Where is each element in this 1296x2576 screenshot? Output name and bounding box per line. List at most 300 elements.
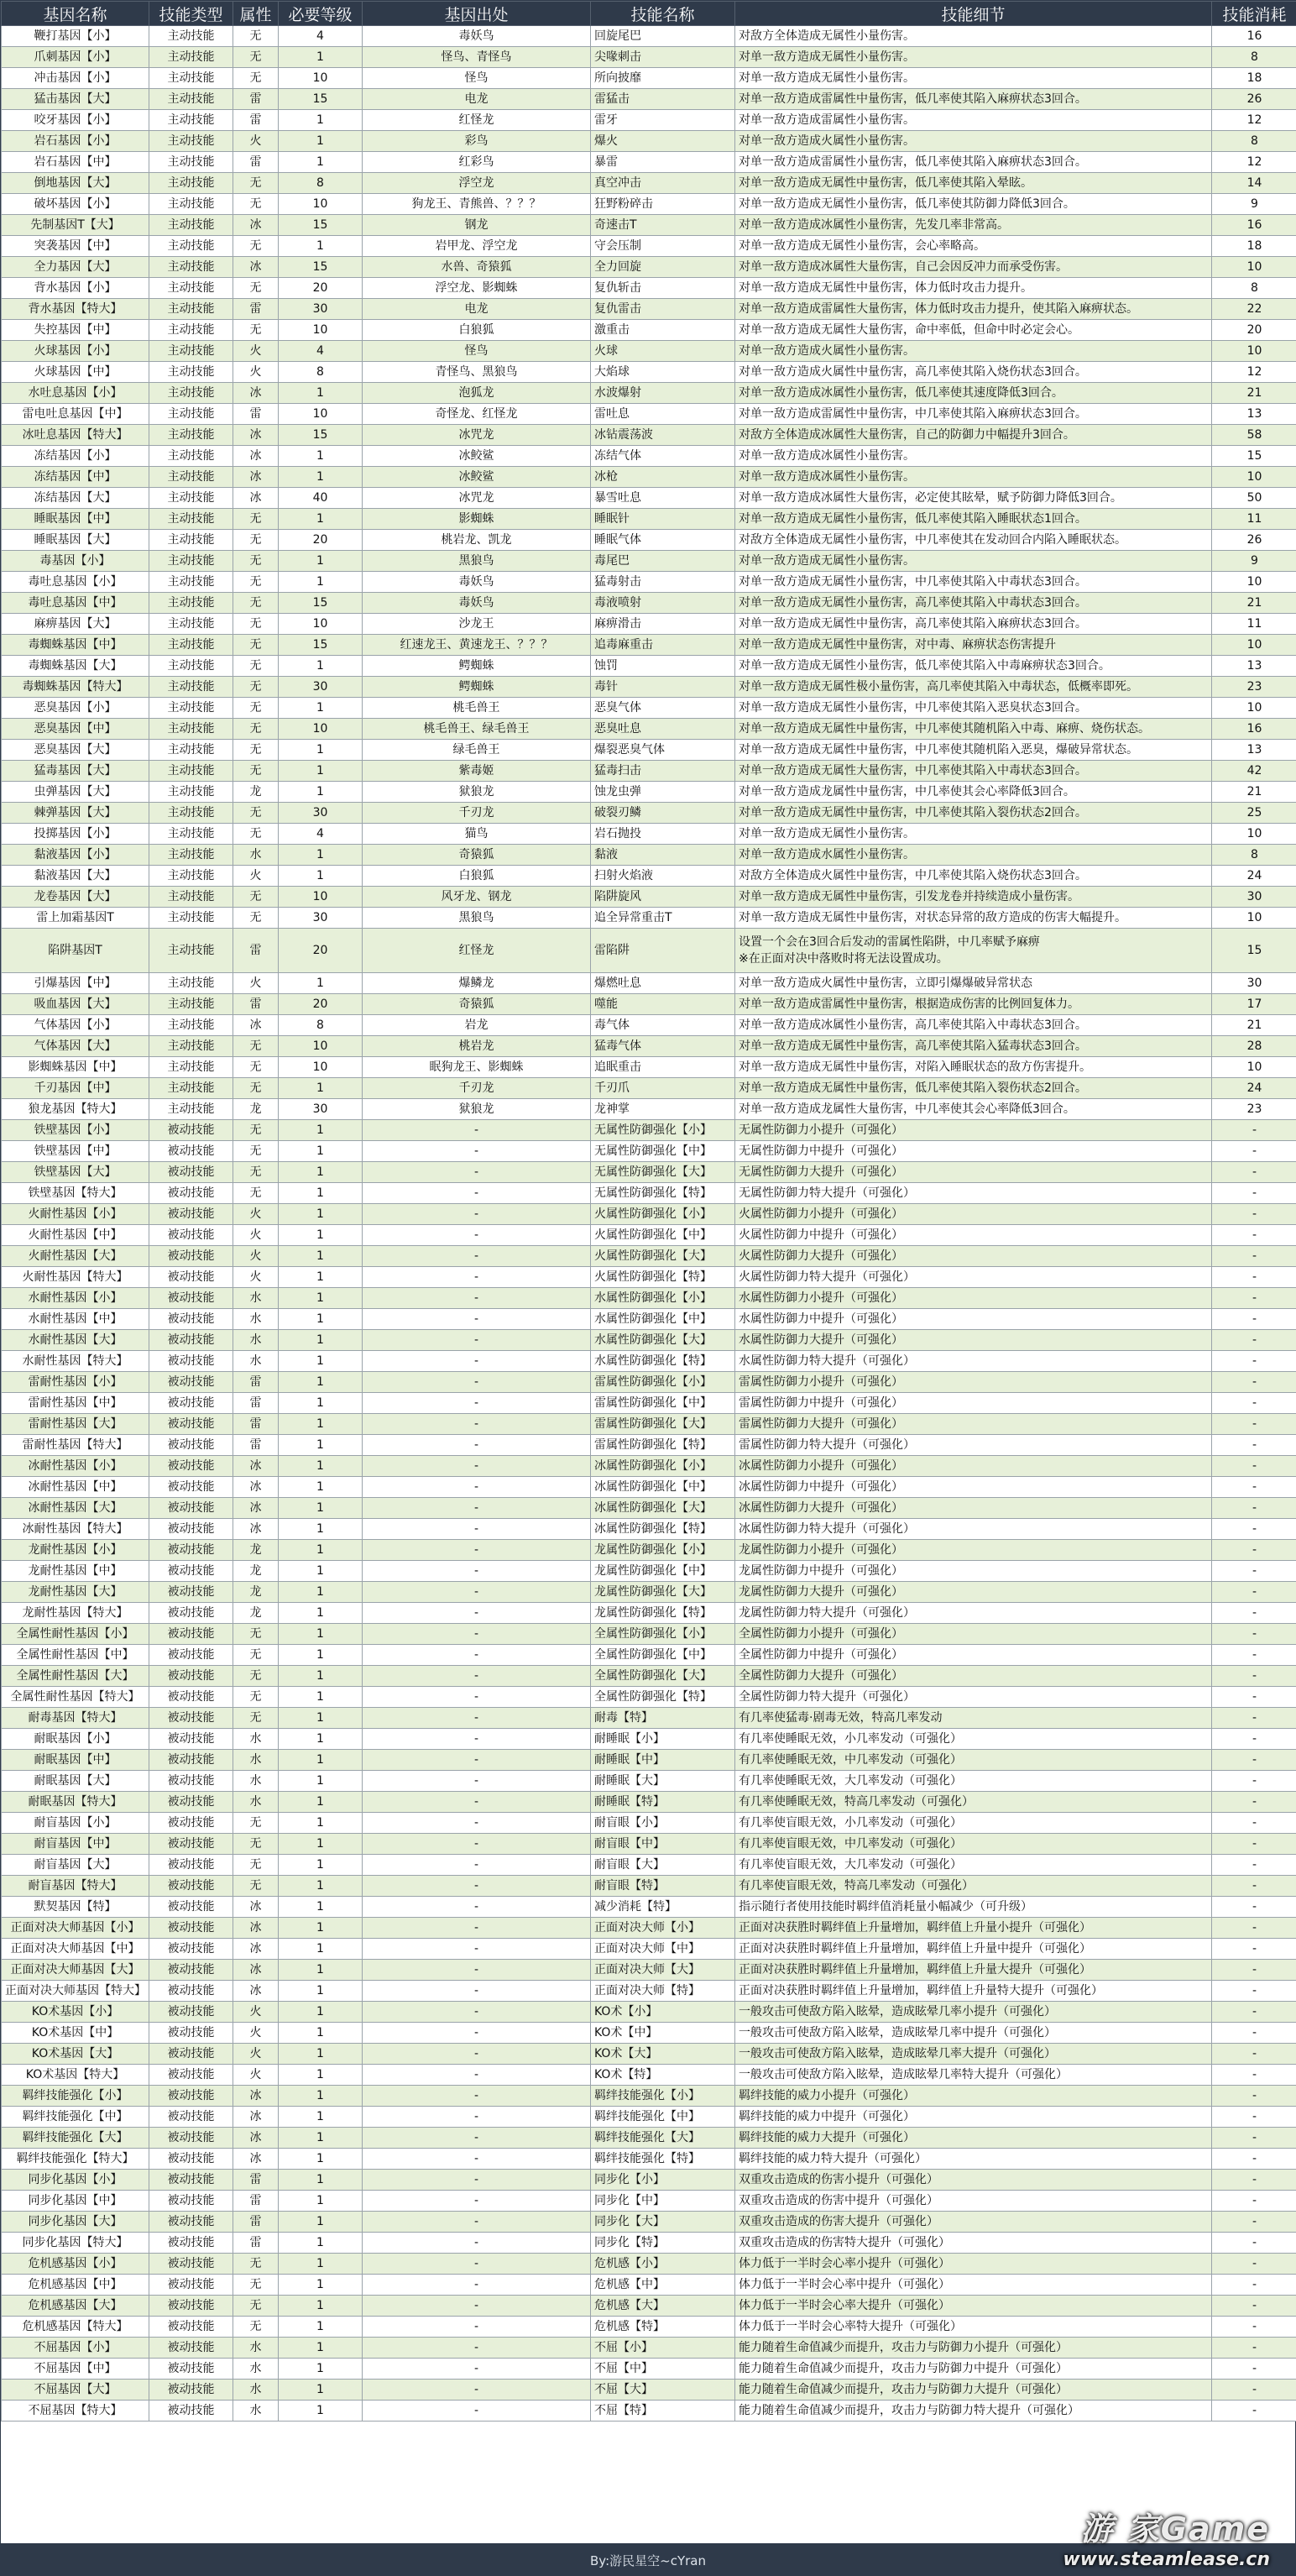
skill-cost-cell: -	[1212, 1204, 1296, 1225]
gene-name-cell: 耐盲基因【大】	[2, 1855, 149, 1876]
gene-name-cell: 耐盲基因【特大】	[2, 1876, 149, 1897]
gene-source-cell: -	[363, 2401, 591, 2422]
skill-type-cell: 主动技能	[149, 173, 233, 194]
gene-source-cell: 怪鸟	[363, 341, 591, 362]
skill-detail-cell: 有几率使盲眼无效，特高几率发动（可强化）	[735, 1876, 1212, 1897]
table-row	[2, 698, 1296, 719]
skill-type-cell: 被动技能	[149, 1309, 233, 1330]
table-row	[2, 383, 1296, 404]
skill-type-cell: 主动技能	[149, 845, 233, 866]
gene-name-cell: 火耐性基因【大】	[2, 1246, 149, 1267]
skill-type-cell: 主动技能	[149, 740, 233, 761]
required-level-cell: 1	[279, 866, 363, 887]
skill-cost-cell: -	[1212, 2128, 1296, 2149]
skill-cost-cell: -	[1212, 2044, 1296, 2065]
gene-name-cell: 正面对决大师基因【大】	[2, 1960, 149, 1981]
skill-type-cell: 主动技能	[149, 551, 233, 572]
gene-source-cell: -	[363, 1750, 591, 1771]
skill-type-cell: 被动技能	[149, 1771, 233, 1792]
skill-cost-cell: 15	[1212, 446, 1296, 467]
skill-cost-cell: 21	[1212, 593, 1296, 614]
skill-name-cell: 大焰球	[591, 362, 735, 383]
required-level-cell: 1	[279, 761, 363, 782]
table-row	[2, 1498, 1296, 1519]
skill-detail-cell: 有几率使盲眼无效，中几率发动（可强化）	[735, 1834, 1212, 1855]
gene-name-cell: 羁绊技能强化【中】	[2, 2107, 149, 2128]
skill-type-cell: 被动技能	[149, 1540, 233, 1561]
skill-name-cell: 复仇雷击	[591, 299, 735, 320]
skill-cost-cell: 12	[1212, 362, 1296, 383]
required-level-cell: 1	[279, 2191, 363, 2212]
skill-type-cell: 被动技能	[149, 1750, 233, 1771]
table-row	[2, 572, 1296, 593]
skill-detail-cell: 对单一敌方造成冰属性小量伤害。	[735, 467, 1212, 488]
required-level-cell: 1	[279, 467, 363, 488]
attribute-cell: 火	[233, 362, 279, 383]
skill-type-cell: 被动技能	[149, 2065, 233, 2086]
table-row	[2, 2023, 1296, 2044]
gene-name-cell: 耐眠基因【小】	[2, 1729, 149, 1750]
table-row	[2, 1162, 1296, 1183]
required-level-cell: 1	[279, 1120, 363, 1141]
skill-cost-cell: -	[1212, 1120, 1296, 1141]
skill-cost-cell: 13	[1212, 656, 1296, 677]
table-row	[2, 68, 1296, 89]
gene-source-cell: 红怪龙	[363, 929, 591, 973]
gene-name-cell: 黏液基因【大】	[2, 866, 149, 887]
gene-source-cell: -	[363, 1498, 591, 1519]
gene-name-cell: 不屈基因【大】	[2, 2380, 149, 2401]
skill-type-cell: 被动技能	[149, 1330, 233, 1351]
gene-name-cell: 棘弹基因【大】	[2, 803, 149, 824]
required-level-cell: 1	[279, 740, 363, 761]
table-row	[2, 320, 1296, 341]
skill-detail-cell: 对单一敌方造成无属性中量伤害，低几率使其陷入晕眩。	[735, 173, 1212, 194]
attribute-cell: 冰	[233, 488, 279, 509]
table-row	[2, 1330, 1296, 1351]
attribute-cell: 冰	[233, 215, 279, 236]
table-row	[2, 1666, 1296, 1687]
gene-table	[1, 1, 1296, 2422]
required-level-cell: 1	[279, 2338, 363, 2359]
skill-cost-cell: -	[1212, 1540, 1296, 1561]
gene-name-cell: 耐眠基因【特大】	[2, 1792, 149, 1813]
skill-detail-cell: 对单一敌方造成火属性中量伤害，高几率使其陷入烧伤状态3回合。	[735, 362, 1212, 383]
gene-source-cell: 风牙龙、钢龙	[363, 887, 591, 908]
required-level-cell: 1	[279, 2128, 363, 2149]
gene-name-cell: 水耐性基因【大】	[2, 1330, 149, 1351]
required-level-cell: 1	[279, 1435, 363, 1456]
gene-source-cell: 怪鸟	[363, 68, 591, 89]
skill-detail-cell: 雷属性防御力中提升（可强化）	[735, 1393, 1212, 1414]
gene-source-cell: -	[363, 1582, 591, 1603]
attribute-cell: 冰	[233, 1456, 279, 1477]
attribute-cell: 水	[233, 2338, 279, 2359]
skill-detail-cell: 对单一敌方造成龙属性中量伤害，中几率使其会心率降低3回合。	[735, 782, 1212, 803]
required-level-cell: 1	[279, 2401, 363, 2422]
skill-detail-cell: 有几率使盲眼无效，小几率发动（可强化）	[735, 1813, 1212, 1834]
required-level-cell: 10	[279, 68, 363, 89]
attribute-cell: 雷	[233, 1435, 279, 1456]
attribute-cell: 雷	[233, 152, 279, 173]
gene-source-cell: 泡狐龙	[363, 383, 591, 404]
required-level-cell: 1	[279, 782, 363, 803]
attribute-cell: 水	[233, 1771, 279, 1792]
table-row	[2, 1582, 1296, 1603]
skill-name-cell: 破裂刃鳞	[591, 803, 735, 824]
attribute-cell: 无	[233, 593, 279, 614]
attribute-cell: 无	[233, 1141, 279, 1162]
skill-cost-cell: -	[1212, 1330, 1296, 1351]
skill-detail-cell: 能力随着生命值减少而提升，攻击力与防御力中提升（可强化）	[735, 2359, 1212, 2380]
skill-cost-cell: 15	[1212, 929, 1296, 973]
skill-type-cell: 主动技能	[149, 572, 233, 593]
gene-name-cell: 背水基因【特大】	[2, 299, 149, 320]
attribute-cell: 无	[233, 1708, 279, 1729]
skill-detail-cell: 冰属性防御力大提升（可强化）	[735, 1498, 1212, 1519]
gene-name-cell: 冲击基因【小】	[2, 68, 149, 89]
attribute-cell: 无	[233, 1687, 279, 1708]
skill-type-cell: 主动技能	[149, 1057, 233, 1078]
skill-cost-cell: -	[1212, 2275, 1296, 2296]
attribute-cell: 无	[233, 2296, 279, 2317]
required-level-cell: 1	[279, 1393, 363, 1414]
skill-cost-cell: -	[1212, 2170, 1296, 2191]
skill-cost-cell: -	[1212, 1561, 1296, 1582]
skill-detail-cell: 对单一敌方造成无属性中量伤害，高几率使其陷入猛毒状态3回合。	[735, 1036, 1212, 1057]
column-header: 技能细节	[735, 2, 1212, 26]
required-level-cell: 1	[279, 1939, 363, 1960]
gene-name-cell: 耐眠基因【大】	[2, 1771, 149, 1792]
gene-name-cell: 岩石基因【中】	[2, 152, 149, 173]
skill-detail-cell: 对单一敌方造成冰属性大量伤害，自己会因反冲力而承受伤害。	[735, 257, 1212, 278]
attribute-cell: 无	[233, 68, 279, 89]
skill-type-cell: 主动技能	[149, 236, 233, 257]
table-row	[2, 551, 1296, 572]
skill-name-cell: 不屈【中】	[591, 2359, 735, 2380]
gene-name-cell: 耐眠基因【中】	[2, 1750, 149, 1771]
skill-type-cell: 被动技能	[149, 1813, 233, 1834]
skill-cost-cell: 30	[1212, 973, 1296, 994]
attribute-cell: 龙	[233, 1099, 279, 1120]
attribute-cell: 无	[233, 1834, 279, 1855]
skill-cost-cell: -	[1212, 1267, 1296, 1288]
skill-type-cell: 被动技能	[149, 1876, 233, 1897]
skill-name-cell: 爆火	[591, 131, 735, 152]
required-level-cell: 1	[279, 2065, 363, 2086]
gene-source-cell: 青怪鸟、黑狼鸟	[363, 362, 591, 383]
skill-detail-cell: 雷属性防御力小提升（可强化）	[735, 1372, 1212, 1393]
gene-name-cell: 冻结基因【中】	[2, 467, 149, 488]
gene-name-cell: 冰耐性基因【小】	[2, 1456, 149, 1477]
skill-cost-cell: -	[1212, 1645, 1296, 1666]
table-row	[2, 1057, 1296, 1078]
table-row	[2, 530, 1296, 551]
skill-detail-cell: 对敌方全体造成冰属性大量伤害，自己的防御力中幅提升3回合。	[735, 425, 1212, 446]
attribute-cell: 无	[233, 551, 279, 572]
skill-cost-cell: -	[1212, 2002, 1296, 2023]
skill-name-cell: 耐睡眠【大】	[591, 1771, 735, 1792]
gene-name-cell: 爪刺基因【小】	[2, 47, 149, 68]
gene-source-cell: 钢龙	[363, 215, 591, 236]
skill-cost-cell: -	[1212, 1771, 1296, 1792]
skill-type-cell: 被动技能	[149, 1183, 233, 1204]
skill-detail-cell: 有几率使睡眠无效，特高几率发动（可强化）	[735, 1792, 1212, 1813]
skill-detail-cell: 羁绊技能的威力小提升（可强化）	[735, 2086, 1212, 2107]
gene-name-cell: KO术基因【大】	[2, 2044, 149, 2065]
skill-cost-cell: -	[1212, 1687, 1296, 1708]
gene-name-cell: 全属性耐性基因【小】	[2, 1624, 149, 1645]
required-level-cell: 1	[279, 1078, 363, 1099]
required-level-cell: 4	[279, 824, 363, 845]
gene-name-cell: 全属性耐性基因【特大】	[2, 1687, 149, 1708]
skill-detail-cell: 对单一敌方造成无属性中量伤害，引发龙卷并持续造成小量伤害。	[735, 887, 1212, 908]
gene-name-cell: 羁绊技能强化【大】	[2, 2128, 149, 2149]
skill-cost-cell: -	[1212, 1918, 1296, 1939]
table-row	[2, 740, 1296, 761]
skill-cost-cell: 10	[1212, 341, 1296, 362]
skill-detail-cell: 对单一敌方造成无属性小量伤害。	[735, 824, 1212, 845]
table-row	[2, 404, 1296, 425]
skill-cost-cell: -	[1212, 2296, 1296, 2317]
required-level-cell: 20	[279, 278, 363, 299]
gene-name-cell: KO术基因【小】	[2, 2002, 149, 2023]
gene-name-cell: 毒吐息基因【小】	[2, 572, 149, 593]
required-level-cell: 1	[279, 1162, 363, 1183]
skill-type-cell: 被动技能	[149, 1351, 233, 1372]
skill-detail-cell: 冰属性防御力特大提升（可强化）	[735, 1519, 1212, 1540]
gene-source-cell: -	[363, 1414, 591, 1435]
attribute-cell: 龙	[233, 1561, 279, 1582]
gene-name-cell: 火球基因【中】	[2, 362, 149, 383]
table-row	[2, 1876, 1296, 1897]
skill-name-cell: KO术【中】	[591, 2023, 735, 2044]
gene-name-cell: 水耐性基因【中】	[2, 1309, 149, 1330]
skill-cost-cell: -	[1212, 1162, 1296, 1183]
skill-name-cell: 危机感【特】	[591, 2317, 735, 2338]
required-level-cell: 1	[279, 1603, 363, 1624]
skill-name-cell: 同步化【特】	[591, 2233, 735, 2254]
attribute-cell: 火	[233, 1267, 279, 1288]
required-level-cell: 1	[279, 1750, 363, 1771]
gene-source-cell: -	[363, 1729, 591, 1750]
gene-source-cell: -	[363, 1876, 591, 1897]
attribute-cell: 冰	[233, 383, 279, 404]
skill-name-cell: 冰属性防御强化【大】	[591, 1498, 735, 1519]
gene-source-cell: -	[363, 1141, 591, 1162]
skill-name-cell: KO术【特】	[591, 2065, 735, 2086]
gene-source-cell: -	[363, 1960, 591, 1981]
skill-name-cell: 火属性防御强化【大】	[591, 1246, 735, 1267]
skill-detail-cell: 雷属性防御力大提升（可强化）	[735, 1414, 1212, 1435]
skill-type-cell: 被动技能	[149, 2233, 233, 2254]
skill-detail-cell: 对敌方全体造成火属性中量伤害，中几率使其陷入烧伤状态3回合。	[735, 866, 1212, 887]
skill-type-cell: 被动技能	[149, 2212, 233, 2233]
gene-name-cell: 陷阱基因T	[2, 929, 149, 973]
required-level-cell: 20	[279, 530, 363, 551]
skill-type-cell: 被动技能	[149, 1624, 233, 1645]
skill-name-cell: 减少消耗【特】	[591, 1897, 735, 1918]
skill-cost-cell: 10	[1212, 467, 1296, 488]
multiline-text: 设置一个会在3回合后发动的雷属性陷阱，中几率赋予麻痹 ※在正面对决中落败时将无法设置成功。	[739, 935, 1040, 966]
skill-type-cell: 被动技能	[149, 1435, 233, 1456]
skill-name-cell: 回旋尾巴	[591, 26, 735, 47]
skill-name-cell: 复仇斩击	[591, 278, 735, 299]
attribute-cell: 雷	[233, 2170, 279, 2191]
required-level-cell: 1	[279, 446, 363, 467]
required-level-cell: 1	[279, 1498, 363, 1519]
gene-name-cell: 不屈基因【小】	[2, 2338, 149, 2359]
skill-type-cell: 主动技能	[149, 320, 233, 341]
gene-source-cell: 红速龙王、黄速龙王、？？？	[363, 635, 591, 656]
skill-type-cell: 被动技能	[149, 2296, 233, 2317]
gene-source-cell: 水兽、奇猿狐	[363, 257, 591, 278]
skill-detail-cell: 对单一敌方造成雷属性小量伤害。	[735, 110, 1212, 131]
skill-detail-cell: 有几率使猛毒·剧毒无效，特高几率发动	[735, 1708, 1212, 1729]
gene-name-cell: 先制基因T【大】	[2, 215, 149, 236]
required-level-cell: 1	[279, 2086, 363, 2107]
column-header: 技能类型	[149, 2, 233, 26]
skill-name-cell: 同步化【小】	[591, 2170, 735, 2191]
skill-name-cell: 毒针	[591, 677, 735, 698]
gene-source-cell: 岩龙	[363, 1015, 591, 1036]
skill-cost-cell: 24	[1212, 1078, 1296, 1099]
skill-type-cell: 被动技能	[149, 1288, 233, 1309]
attribute-cell: 无	[233, 530, 279, 551]
gene-source-cell: -	[363, 1813, 591, 1834]
gene-source-cell: -	[363, 1855, 591, 1876]
skill-cost-cell: 21	[1212, 383, 1296, 404]
watermark-brand: 游 家Game	[1080, 2511, 1270, 2547]
skill-detail-cell: 对单一敌方造成无属性小量伤害，高几率使其陷入中毒状态3回合。	[735, 593, 1212, 614]
required-level-cell: 1	[279, 551, 363, 572]
skill-type-cell: 被动技能	[149, 2401, 233, 2422]
gene-source-cell: -	[363, 1687, 591, 1708]
gene-source-cell: -	[363, 1645, 591, 1666]
skill-cost-cell: -	[1212, 1393, 1296, 1414]
skill-type-cell: 被动技能	[149, 1246, 233, 1267]
skill-name-cell: 陷阱旋风	[591, 887, 735, 908]
skill-type-cell: 主动技能	[149, 698, 233, 719]
gene-name-cell: 危机感基因【中】	[2, 2275, 149, 2296]
gene-source-cell: -	[363, 2086, 591, 2107]
gene-name-cell: 同步化基因【特大】	[2, 2233, 149, 2254]
table-row	[2, 677, 1296, 698]
gene-source-cell: -	[363, 1519, 591, 1540]
skill-detail-cell: 对单一敌方造成火属性小量伤害。	[735, 341, 1212, 362]
table-row	[2, 1414, 1296, 1435]
skill-name-cell: 黏液	[591, 845, 735, 866]
skill-cost-cell: -	[1212, 1183, 1296, 1204]
attribute-cell: 冰	[233, 2107, 279, 2128]
gene-source-cell: 影蜘蛛	[363, 509, 591, 530]
gene-name-cell: 引爆基因【中】	[2, 973, 149, 994]
required-level-cell: 1	[279, 236, 363, 257]
gene-name-cell: 铁壁基因【大】	[2, 1162, 149, 1183]
skill-type-cell: 被动技能	[149, 1120, 233, 1141]
skill-cost-cell: 11	[1212, 509, 1296, 530]
gene-source-cell: 奇猿狐	[363, 994, 591, 1015]
skill-type-cell: 被动技能	[149, 2338, 233, 2359]
attribute-cell: 冰	[233, 1939, 279, 1960]
attribute-cell: 水	[233, 1288, 279, 1309]
gene-name-cell: 不屈基因【中】	[2, 2359, 149, 2380]
table-row	[2, 194, 1296, 215]
attribute-cell: 冰	[233, 467, 279, 488]
skill-cost-cell: 16	[1212, 719, 1296, 740]
skill-detail-cell: 对单一敌方造成无属性中量伤害，对状态异常的敌方造成的伤害大幅提升。	[735, 908, 1212, 929]
gene-name-cell: 毒蜘蛛基因【中】	[2, 635, 149, 656]
skill-type-cell: 主动技能	[149, 425, 233, 446]
gene-source-cell: 爆鳞龙	[363, 973, 591, 994]
attribute-cell: 无	[233, 320, 279, 341]
table-row	[2, 1708, 1296, 1729]
skill-name-cell: 羁绊技能强化【中】	[591, 2107, 735, 2128]
skill-type-cell: 被动技能	[149, 2002, 233, 2023]
skill-type-cell: 主动技能	[149, 677, 233, 698]
gene-name-cell: 猛击基因【大】	[2, 89, 149, 110]
skill-type-cell: 被动技能	[149, 1708, 233, 1729]
skill-cost-cell: 58	[1212, 425, 1296, 446]
skill-detail-cell: 对单一敌方造成雷属性中量伤害，中几率使其陷入麻痹状态3回合。	[735, 404, 1212, 425]
skill-cost-cell: -	[1212, 2212, 1296, 2233]
skill-detail-cell: 火属性防御力小提升（可强化）	[735, 1204, 1212, 1225]
required-level-cell: 20	[279, 994, 363, 1015]
skill-name-cell: 耐毒【特】	[591, 1708, 735, 1729]
skill-name-cell: 奇速击T	[591, 215, 735, 236]
required-level-cell: 15	[279, 593, 363, 614]
gene-name-cell: 危机感基因【特大】	[2, 2317, 149, 2338]
table-row	[2, 2191, 1296, 2212]
gene-name-cell: 气体基因【小】	[2, 1015, 149, 1036]
required-level-cell: 1	[279, 110, 363, 131]
attribute-cell: 雷	[233, 1372, 279, 1393]
gene-source-cell: 桃岩龙、凯龙	[363, 530, 591, 551]
gene-source-cell: 奇猿狐	[363, 845, 591, 866]
table-row	[2, 446, 1296, 467]
skill-cost-cell: 18	[1212, 68, 1296, 89]
required-level-cell: 1	[279, 1288, 363, 1309]
gene-source-cell: -	[363, 1120, 591, 1141]
skill-detail-cell: 火属性防御力特大提升（可强化）	[735, 1267, 1212, 1288]
gene-name-cell: 雷耐性基因【大】	[2, 1414, 149, 1435]
gene-source-cell: -	[363, 2107, 591, 2128]
required-level-cell: 1	[279, 698, 363, 719]
skill-cost-cell: -	[1212, 2317, 1296, 2338]
gene-source-cell: -	[363, 1603, 591, 1624]
skill-name-cell: 爆裂恶臭气体	[591, 740, 735, 761]
required-level-cell: 15	[279, 257, 363, 278]
attribute-cell: 冰	[233, 1981, 279, 2002]
skill-cost-cell: 11	[1212, 614, 1296, 635]
skill-name-cell: 千刃爪	[591, 1078, 735, 1099]
skill-cost-cell: 21	[1212, 1015, 1296, 1036]
skill-name-cell: 冰枪	[591, 467, 735, 488]
attribute-cell: 无	[233, 1624, 279, 1645]
table-row	[2, 1225, 1296, 1246]
skill-name-cell: 无属性防御强化【大】	[591, 1162, 735, 1183]
attribute-cell: 冰	[233, 257, 279, 278]
skill-name-cell: 恶臭气体	[591, 698, 735, 719]
skill-name-cell: 火球	[591, 341, 735, 362]
table-row	[2, 614, 1296, 635]
gene-name-cell: 铁壁基因【中】	[2, 1141, 149, 1162]
gene-source-cell: 绿毛兽王	[363, 740, 591, 761]
skill-type-cell: 主动技能	[149, 194, 233, 215]
attribute-cell: 水	[233, 1792, 279, 1813]
skill-type-cell: 主动技能	[149, 656, 233, 677]
table-row	[2, 803, 1296, 824]
